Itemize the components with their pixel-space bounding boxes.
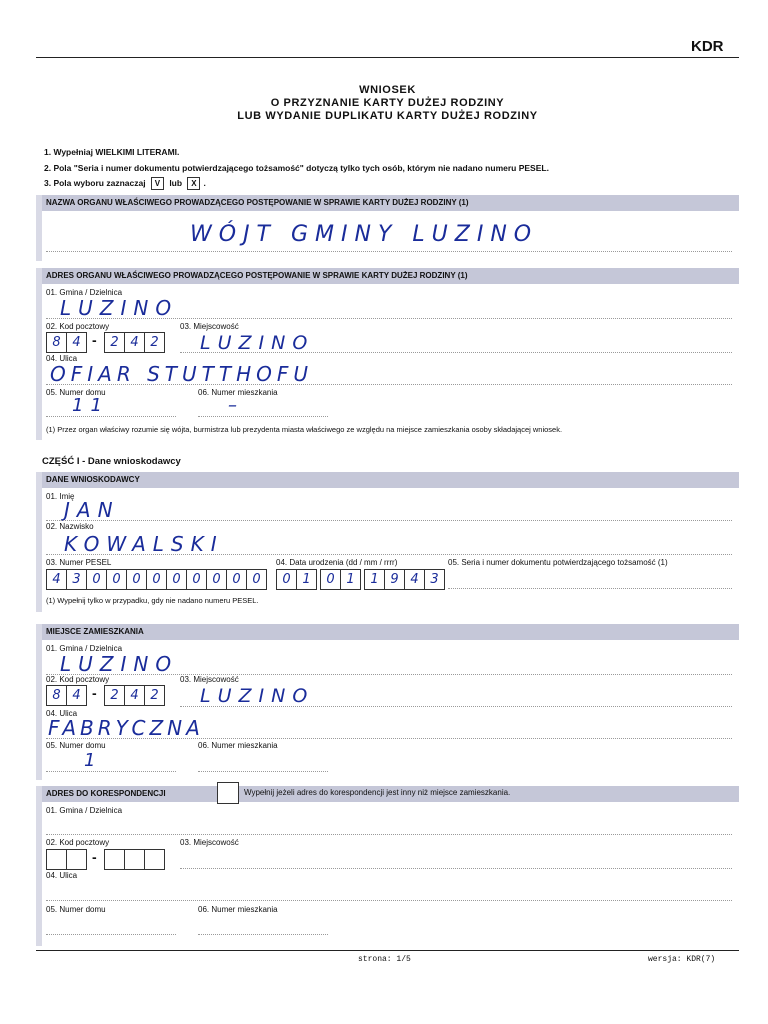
form-title-line3: LUB WYDANIE DUPLIKATU KARTY DUŻEJ RODZINY	[237, 110, 538, 122]
instruction-3-text: 3. Pola wyboru zaznaczaj	[44, 177, 146, 188]
instruction-3	[44, 177, 206, 190]
res-miejsc-line	[180, 706, 732, 707]
organ-dom-value[interactable]: 11	[72, 395, 109, 416]
pesel-label: 03. Numer PESEL	[46, 558, 112, 567]
corr-body	[42, 802, 739, 946]
kod-digit: 8	[46, 685, 67, 706]
kod-dash: -	[92, 849, 97, 865]
pesel-digit: 0	[226, 569, 247, 590]
corr-mieszk-label: 06. Numer mieszkania	[198, 905, 278, 914]
kod-digit: 8	[46, 332, 67, 353]
dob-boxes[interactable]	[276, 569, 444, 590]
organ-gmina-label: 01. Gmina / Dzielnica	[46, 288, 123, 297]
organ-ulica-line	[46, 384, 732, 385]
instruction-3-end: .	[203, 177, 206, 188]
corr-hint: Wypełnij jeżeli adres do korespondencji jest inny niż miejsce zamieszkania.	[244, 788, 511, 797]
res-miejsc-label: 03. Miejscowość	[180, 675, 239, 684]
corr-dom-label: 05. Numer domu	[46, 905, 106, 914]
form-code: KDR	[691, 38, 724, 55]
page-number: strona: 1/5	[358, 955, 411, 964]
dob-digit: 1	[340, 569, 361, 590]
res-dom-label: 05. Numer domu	[46, 741, 106, 750]
applicant-band-label: DANE WNIOSKODAWCY	[46, 475, 140, 484]
pesel-boxes[interactable]	[46, 569, 266, 590]
seria-line[interactable]	[448, 588, 732, 589]
form-title-line2: O PRZYZNANIE KARTY DUŻEJ RODZINY	[270, 97, 505, 109]
organ-mieszk-value[interactable]: –	[228, 395, 244, 416]
corr-gmina-line[interactable]	[46, 834, 732, 835]
corr-dom-line[interactable]	[46, 934, 176, 935]
pesel-digit: 0	[86, 569, 107, 590]
corr-kod-label: 02. Kod pocztowy	[46, 838, 110, 847]
imie-label: 01. Imię	[46, 492, 75, 501]
kod-digit: 4	[66, 685, 87, 706]
organ-address-note: (1) Przez organ właściwy rozumie się wójta, burmistrza lub prezydenta miasta właściwego ze względu na miejsce zamieszkania osoby składającej wniosek.	[46, 425, 563, 434]
res-ulica-label: 04. Ulica	[46, 709, 78, 718]
pesel-digit: 0	[206, 569, 227, 590]
organ-address-band-label: ADRES ORGANU WŁAŚCIWEGO PROWADZĄCEGO POSTĘPOWANIE W SPRAWIE KARTY DUŻEJ RODZINY (1)	[46, 271, 468, 280]
corr-checkbox[interactable]	[217, 782, 239, 804]
dob-digit: 1	[296, 569, 317, 590]
instruction-2: 2. Pola "Seria i numer dokumentu potwierdzającego tożsamość" dotyczą tylko tych osób, którym nie nadano numeru PESEL.	[44, 163, 549, 173]
nazwisko-line	[46, 554, 732, 555]
nazwisko-label: 02. Nazwisko	[46, 522, 94, 531]
nazwisko-value[interactable]: KOWALSKI	[64, 532, 224, 556]
organ-miejsc-value[interactable]: LUZINO	[200, 332, 315, 354]
form-title-line1: WNIOSEK	[359, 84, 416, 96]
corr-miejsc-label: 03. Miejscowość	[180, 838, 239, 847]
organ-ulica-value[interactable]: OFIAR STUTTHOFU	[50, 362, 313, 386]
seria-label: 05. Seria i numer dokumentu potwierdzającego tożsamość (1)	[448, 558, 668, 567]
header-divider	[36, 57, 739, 58]
organ-ulica-label: 04. Ulica	[46, 354, 78, 363]
organ-gmina-line	[46, 318, 732, 319]
organ-miejsc-label: 03. Miejscowość	[180, 322, 239, 331]
kod-digit: 2	[104, 685, 125, 706]
corr-mieszk-line[interactable]	[198, 934, 328, 935]
pesel-digit: 0	[246, 569, 267, 590]
kod-digit	[66, 849, 87, 870]
res-mieszk-line[interactable]	[198, 771, 328, 772]
pesel-digit: 0	[106, 569, 127, 590]
res-mieszk-label: 06. Numer mieszkania	[198, 741, 278, 750]
kod-digit	[104, 849, 125, 870]
dob-digit: 0	[320, 569, 341, 590]
footer-divider	[36, 950, 739, 951]
organ-kod-label: 02. Kod pocztowy	[46, 322, 110, 331]
instruction-3-or: lub	[169, 177, 183, 188]
kod-digit	[46, 849, 67, 870]
corr-kod-part1[interactable]	[46, 849, 86, 870]
pesel-digit: 4	[46, 569, 67, 590]
organ-miejsc-line	[180, 352, 732, 353]
organ-mieszk-label: 06. Numer mieszkania	[198, 388, 278, 397]
corr-ulica-line[interactable]	[46, 900, 732, 901]
kod-digit: 2	[144, 332, 165, 353]
res-kod-part2[interactable]	[104, 685, 164, 706]
dob-digit: 0	[276, 569, 297, 590]
organ-dom-line	[46, 416, 176, 417]
res-ulica-line	[46, 738, 732, 739]
res-dom-value[interactable]: 1	[84, 750, 103, 771]
res-miejsc-value[interactable]: LUZINO	[200, 685, 315, 707]
organ-kod-part1[interactable]	[46, 332, 86, 353]
dob-label: 04. Data urodzenia (dd / mm / rrrr)	[276, 558, 398, 567]
organ-dom-label: 05. Numer domu	[46, 388, 106, 397]
kod-digit: 4	[124, 332, 145, 353]
residence-band-label: MIEJSCE ZAMIESZKANIA	[46, 627, 144, 636]
organ-kod-part2[interactable]	[104, 332, 164, 353]
imie-line	[46, 520, 732, 521]
corr-ulica-label: 04. Ulica	[46, 871, 78, 880]
res-gmina-label: 01. Gmina / Dzielnica	[46, 644, 123, 653]
form-version: wersja: KDR(7)	[648, 955, 716, 964]
pesel-digit: 0	[186, 569, 207, 590]
check-x-example: X	[187, 177, 200, 190]
kod-digit	[124, 849, 145, 870]
imie-value[interactable]: JAN	[64, 498, 120, 522]
instruction-1: 1. Wypełniaj WIELKIMI LITERAMI.	[44, 147, 180, 157]
kod-dash: -	[92, 685, 97, 701]
res-dom-line	[46, 771, 176, 772]
dob-digit: 3	[424, 569, 445, 590]
organ-mieszk-line	[198, 416, 328, 417]
res-kod-label: 02. Kod pocztowy	[46, 675, 110, 684]
pesel-digit: 0	[146, 569, 167, 590]
res-kod-part1[interactable]	[46, 685, 86, 706]
organ-gmina-value[interactable]: LUZINO	[60, 296, 179, 320]
dob-digit: 9	[384, 569, 405, 590]
check-v-example: V	[151, 177, 164, 190]
pesel-digit: 0	[166, 569, 187, 590]
kod-digit: 2	[104, 332, 125, 353]
applicant-band	[42, 472, 739, 488]
res-gmina-line	[46, 674, 732, 675]
organ-name-value[interactable]: WÓJT GMINY LUZINO	[190, 222, 539, 247]
corr-kod-part2[interactable]	[104, 849, 164, 870]
kod-digit: 4	[124, 685, 145, 706]
organ-name-line	[46, 251, 732, 252]
kod-digit: 2	[144, 685, 165, 706]
corr-gmina-label: 01. Gmina / Dzielnica	[46, 806, 123, 815]
kod-digit: 4	[66, 332, 87, 353]
dob-digit: 4	[404, 569, 425, 590]
dob-digit: 1	[364, 569, 385, 590]
part1-heading: CZĘŚĆ I - Dane wnioskodawcy	[42, 456, 181, 467]
pesel-digit: 0	[126, 569, 147, 590]
kod-digit	[144, 849, 165, 870]
res-gmina-value[interactable]: LUZINO	[60, 652, 179, 676]
corr-miejsc-line[interactable]	[180, 868, 732, 869]
organ-name-band-label: NAZWA ORGANU WŁAŚCIWEGO PROWADZĄCEGO POSTĘPOWANIE W SPRAWIE KARTY DUŻEJ RODZINY (1)	[46, 198, 469, 207]
pesel-digit: 3	[66, 569, 87, 590]
kod-dash: -	[92, 332, 97, 348]
residence-band	[42, 624, 739, 640]
corr-band-label: ADRES DO KORESPONDENCJI	[46, 789, 166, 798]
applicant-note: (1) Wypełnij tylko w przypadku, gdy nie nadano numeru PESEL.	[46, 596, 259, 605]
res-ulica-value[interactable]: FABRYCZNA	[48, 716, 204, 740]
